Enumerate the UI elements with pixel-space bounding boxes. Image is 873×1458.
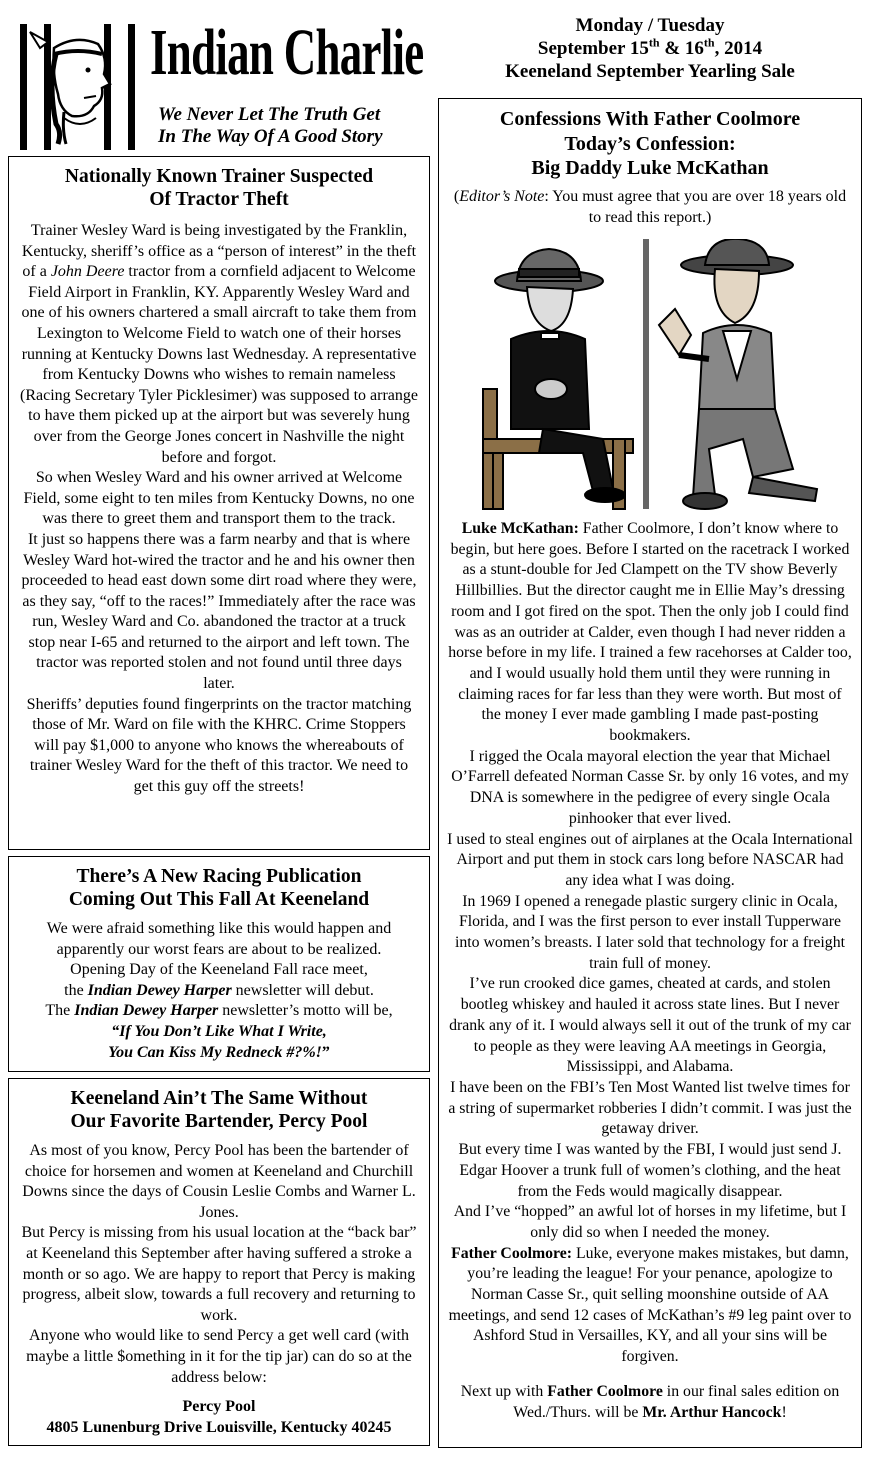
article-body: [19, 221, 419, 798]
dateline: [440, 14, 860, 83]
paragraph: In 1969 I opened a renegade plastic surgery clinic in Ocala, Florida, and I was the first person to ever install Tupperware into women’s breasts. I later sold that technology for a freight train full of money.: [455, 892, 845, 972]
dateline-date: September 15th & 16th, 2014: [537, 35, 763, 59]
masthead: [18, 8, 428, 153]
paragraph: Anyone who would like to send Percy a get well card (with maybe a little $omething in it for the tip jar) can do so at the address below:: [26, 1327, 412, 1386]
paragraph: Luke McKathan: Father Coolmore, I don’t know where to begin, but here goes. Before I started on the racetrack I worked as a stunt-double for Jed Clampett on the TV show Beverly Hillbillies. But the director caught me in Ellie May’s dressing room and I got fired on the spot. Then the only job I could find was as an outrider at Calder, even though I had never ridden a horse before in my life. I trained a few racehorses at Calder too, and I would usually hold them until they were running in claiming races for far less than they were worth. But most of the money I ever made gambling I made past-posting bookmakers.: [448, 520, 852, 745]
paragraph: Father Coolmore: Luke, everyone makes mistakes, but damn, you’re leading the league! For your penance, apologize to Norman Casse Sr., quit selling moonshine outside of AA meetings, and send 12 cases of McKathan’s #9 leg paint over to Ashford Stud in Versailles, KY, and all your sins will be forgiven.: [448, 1244, 852, 1366]
article-headline: There’s A New Racing Publication Coming Out This Fall At Keeneland: [68, 866, 370, 910]
paragraph: the Indian Dewey Harper newsletter will debut.: [64, 981, 374, 999]
paragraph: I rigged the Ocala mayoral election the year that Michael O’Farrell defeated Norman Casse Sr. by only 16 votes, and my DNA is somewhere in the pedigree of every single Ocala pinhooker that ever lived.: [451, 747, 849, 827]
indian-chief-logo-icon: [18, 14, 148, 154]
article-body: [17, 1141, 421, 1438]
article-new-publication: [8, 856, 430, 1072]
paragraph: Sheriffs’ deputies found fingerprints on the tractor matching those of Mr. Ward on file with the KHRC. Crime Stoppers will pay $1,000 to anyone who knows the whereabouts of trainer Wesley Ward for the theft of this tractor. We need to get this guy off the streets!: [26, 695, 412, 796]
masthead-title: Indian Charlie: [150, 16, 424, 89]
kneeling-cowboy-figure-icon: [659, 239, 817, 509]
article-body: [447, 519, 853, 1423]
masthead-tagline: [158, 104, 448, 148]
paragraph: It just so happens there was a farm nearby and that is where Wesley Ward hot-wired the tractor and he and his owner then proceeded to head east down some dirt road where they were, as they say, “off to the races!” Immediately after the race was run, Wesley Ward and Co. abandoned the tractor at a truck stop near I-65 and returned to the airport and left town. The tractor was reported stolen and not found until three days later.: [21, 530, 417, 693]
paragraph: As most of you know, Percy Pool has been the bartender of choice for horsemen and women at Keeneland and Churchill Downs since the days of Cousin Leslie Combs and Warner L. Jones.: [22, 1142, 416, 1221]
paragraph: But Percy is missing from his usual location at the “back bar” at Keeneland this September after having suffered a stroke a month or so ago. We are happy to report that Percy is making progress, albeit slow, towards a full recovery and returning to work.: [21, 1224, 417, 1324]
paragraph: We were afraid something like this would happen and apparently our worst fears are about to be realized.: [46, 920, 392, 958]
paragraph: I used to steal engines out of airplanes at the Ocala International Airport and put them in stock cars long before NASCAR had any idea what I was doing.: [447, 830, 853, 889]
paragraph: So when Wesley Ward and his owner arrived at Welcome Field, some eight to ten miles from Kentucky Downs, no one was there to greet them and transport them to the track.: [23, 469, 415, 528]
editors-note: (Editor’s Note: You must agree that you are over 18 years old to read this report.): [453, 188, 847, 226]
dateline-event: Keeneland September Yearling Sale: [505, 61, 795, 82]
paragraph: The Indian Dewey Harper newsletter’s motto will be,: [45, 1002, 393, 1020]
next-up: Next up with Father Coolmore in our final sales edition on Wed./Thurs. will be Mr. Arthur Hancock!: [460, 1382, 840, 1421]
article-body: [15, 919, 423, 1063]
article-headline: Confessions With Father Coolmore Today’s Confession: Big Daddy Luke McKathan: [499, 108, 801, 179]
address-line: 4805 Lunenburg Drive Louisville, Kentucky 40245: [46, 1418, 392, 1436]
paragraph: I’ve run crooked dice games, cheated at cards, and stolen bootleg whiskey and hauled it across state lines. But I never drank any of it. I would always sell it out of the trunk of my car to people as they were leaving AA meetings in Georgia, Mississippi, and Alabama.: [449, 975, 851, 1076]
dateline-days: Monday / Tuesday: [575, 15, 725, 36]
article-headline: Keeneland Ain’t The Same Without Our Favorite Bartender, Percy Pool: [70, 1088, 368, 1132]
article-headline: Nationally Known Trainer Suspected Of Tractor Theft: [64, 166, 374, 210]
paragraph: Trainer Wesley Ward is being investigated by the Franklin, Kentucky, sheriff’s office as a “person of interest” in the theft of a John Deere tractor from a cornfield adjacent to Welcome Field Airport in Franklin, KY. Apparently Wesley Ward and one of his owners chartered a small aircraft to take them from Lexington to Welcome Field to watch one of their horses running at Kentucky Downs last Wednesday. A representative from Kentucky Downs who wishes to remain nameless (Racing Secretary Tyler Picklesimer) was supposed to arrange to have them picked up at the airport but was severely hung over from the George Jones concert in Nashville the night before and forgot.: [19, 222, 418, 466]
priest-figure-icon: [483, 249, 633, 509]
motto: You Can Kiss My Redneck #?%!”: [108, 1043, 330, 1061]
tagline-line: We Never Let The Truth Get: [158, 104, 381, 125]
article-tractor-theft: [8, 156, 430, 850]
article-confessions: [438, 98, 862, 1448]
paragraph: I have been on the FBI’s Ten Most Wanted list twelve times for a string of supermarket robberies I didn’t commit. I was just the getaway driver.: [448, 1078, 852, 1138]
address-name: Percy Pool: [182, 1398, 256, 1416]
tagline-line: In The Way Of A Good Story: [158, 126, 383, 147]
paragraph: But every time I was wanted by the FBI, I would just send J. Edgar Hoover a trunk full of women’s clothing, and the heat from the Feds would magically disappear.: [458, 1141, 842, 1200]
article-percy-pool: [8, 1078, 430, 1446]
paragraph: Opening Day of the Keeneland Fall race meet,: [70, 961, 368, 979]
motto: “If You Don’t Like What I Write,: [111, 1022, 327, 1040]
paragraph: And I’ve “hopped” an awful lot of horses in my lifetime, but I only did so when I needed the money.: [453, 1203, 847, 1241]
